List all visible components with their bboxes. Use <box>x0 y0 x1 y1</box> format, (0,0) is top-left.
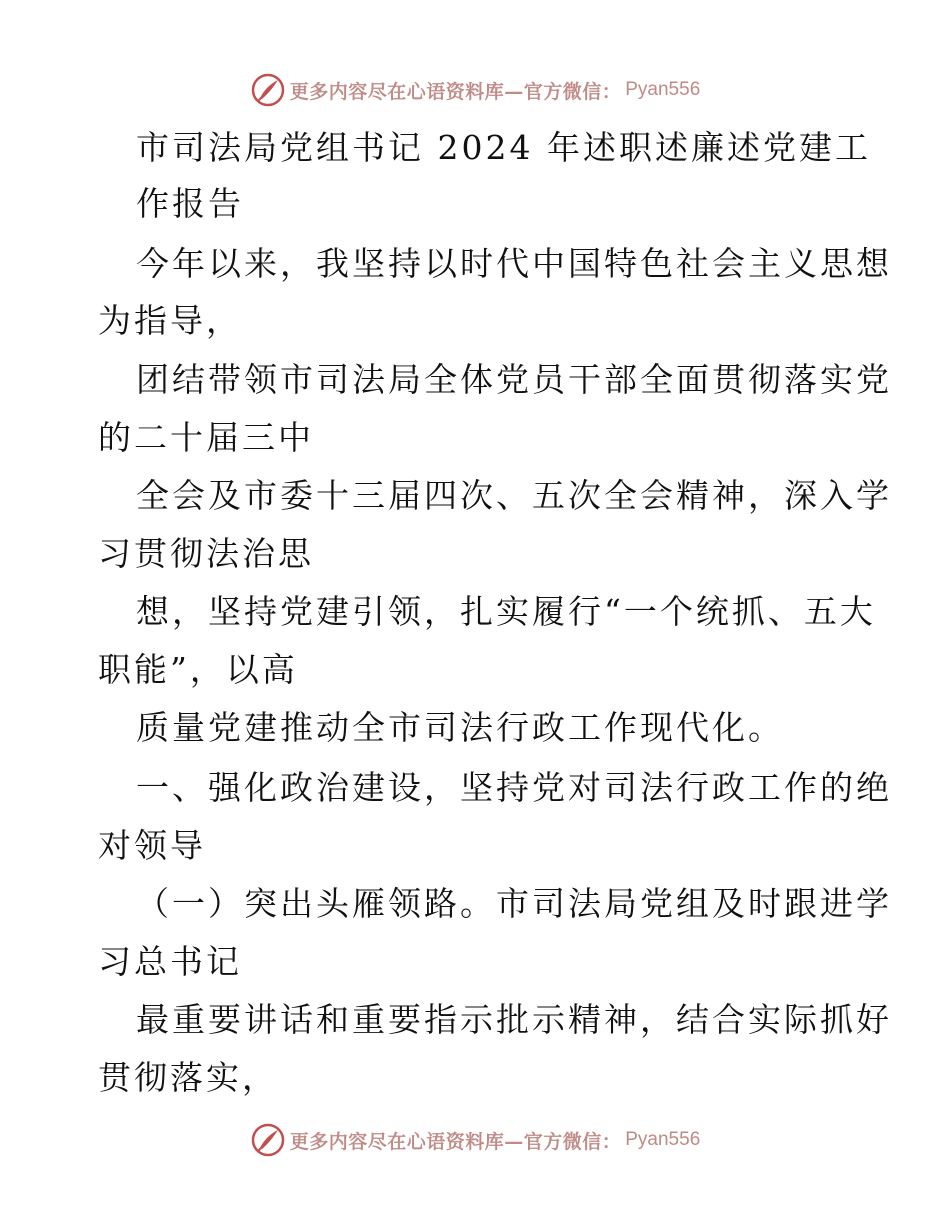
quill-pen-logo-icon <box>250 72 286 108</box>
paragraph-line: 习总书记 <box>98 942 242 981</box>
watermark-banner-bottom <box>0 1118 950 1162</box>
paragraph-line: 团结带领市司法局全体党员干部全面贯彻落实党 <box>136 360 892 399</box>
paragraph-line: 最重要讲话和重要指示批示精神，结合实际抓好 <box>136 1000 892 1039</box>
paragraph-line: 今年以来，我坚持以时代中国特色社会主义思想 <box>136 244 892 283</box>
document-title-line-2: 作报告 <box>136 184 244 223</box>
paragraph-line: （一）突出头雁领路。市司法局党组及时跟进学 <box>136 884 892 923</box>
paragraph-line: 全会及市委十三届四次、五次全会精神，深入学 <box>136 476 892 515</box>
paragraph-line: 习贯彻法治思 <box>98 534 314 573</box>
watermark-banner-top <box>0 68 950 112</box>
paragraph-line: 想，坚持党建引领，扎实履行“一个统抓、五大 <box>136 592 876 631</box>
document-title-line-1: 市司法局党组书记 2024 年述职述廉述党建工 <box>136 128 871 167</box>
paragraph-line: 为指导， <box>98 301 242 340</box>
paragraph-line: 贯彻落实， <box>98 1058 278 1097</box>
watermark-wechat-id: Pyan556 <box>625 1129 701 1150</box>
paragraph-line: 质量党建推动全市司法行政工作现代化。 <box>136 708 784 747</box>
quill-pen-logo-icon <box>250 1122 286 1158</box>
watermark-wechat-id: Pyan556 <box>625 79 701 100</box>
watermark-text: 更多内容尽在心语资料库—官方微信： <box>289 80 622 103</box>
paragraph-line: 的二十届三中 <box>98 418 314 457</box>
watermark-text: 更多内容尽在心语资料库—官方微信： <box>289 1130 622 1153</box>
paragraph-line: 职能”，以高 <box>98 650 298 689</box>
section-heading: 对领导 <box>98 826 206 865</box>
section-heading: 一、强化政治建设，坚持党对司法行政工作的绝 <box>136 768 892 807</box>
